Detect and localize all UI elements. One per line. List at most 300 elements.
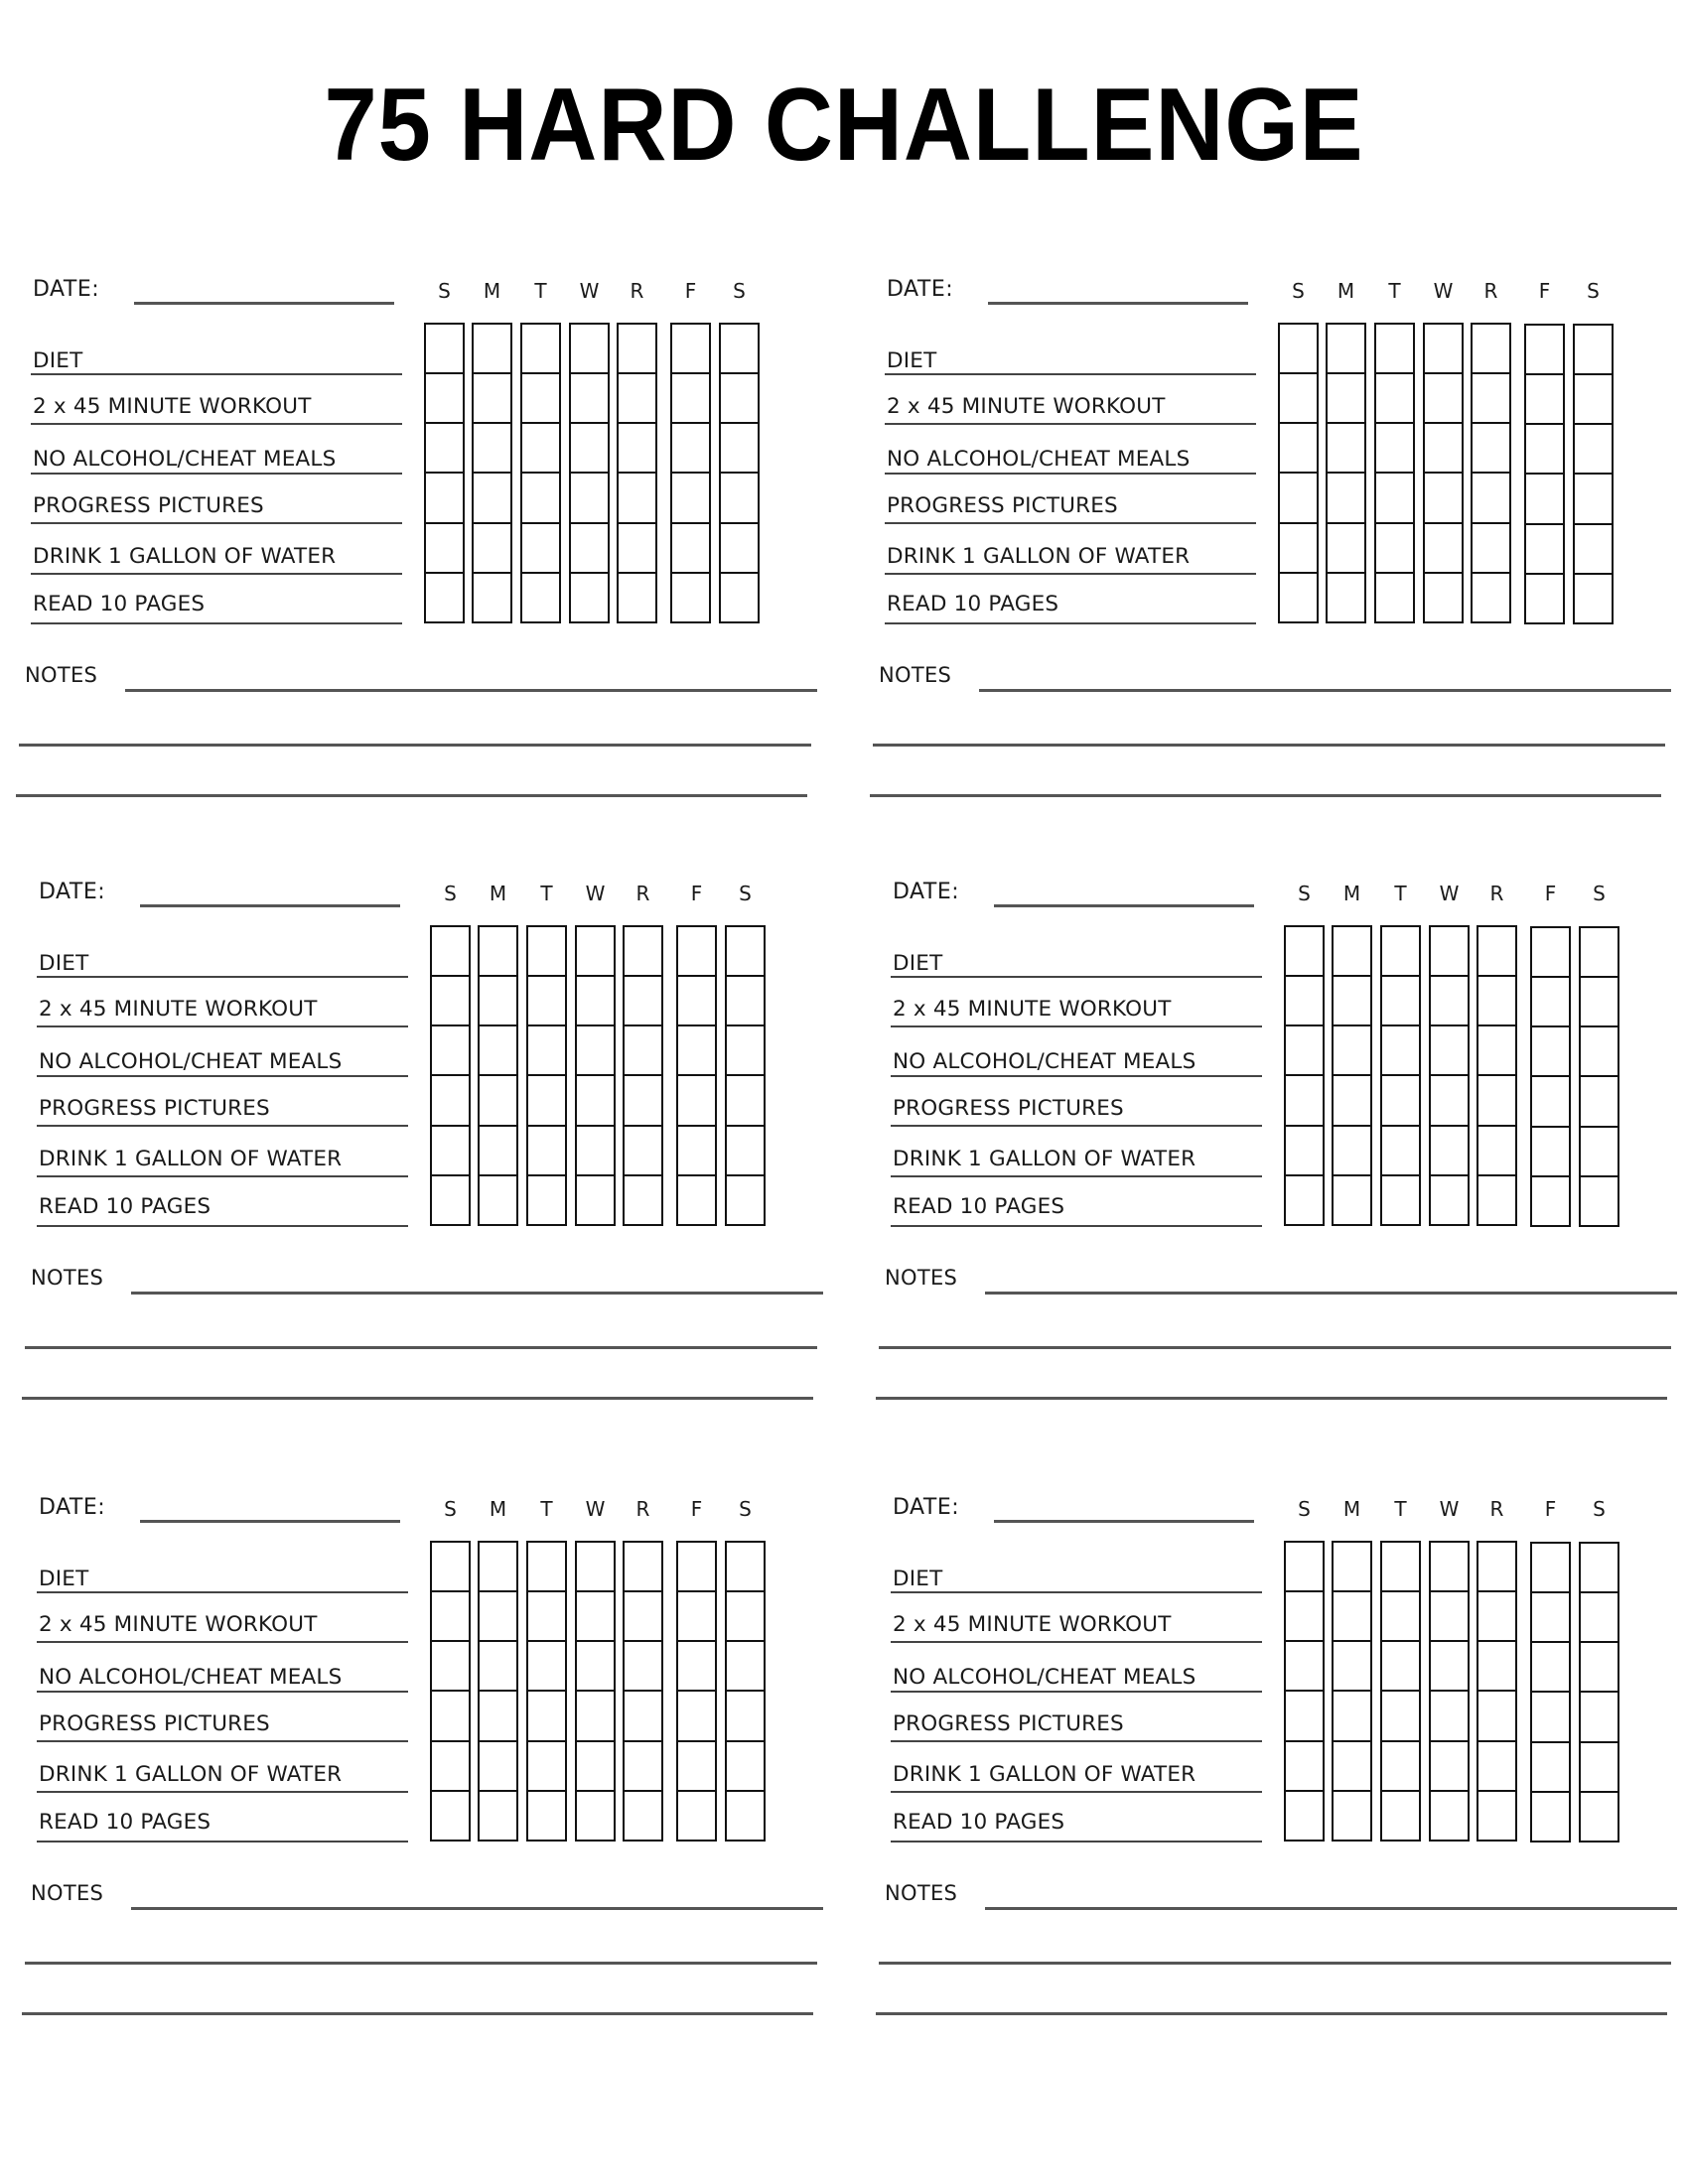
checkbox-day6-task3[interactable] bbox=[727, 1693, 764, 1741]
checkbox-day2-task2[interactable] bbox=[528, 1027, 565, 1075]
notes-line-3[interactable] bbox=[876, 2012, 1667, 2015]
checkbox-day6-task3[interactable] bbox=[721, 475, 758, 523]
checkbox-day1-task0[interactable] bbox=[480, 927, 516, 976]
checkbox-day1-task2[interactable] bbox=[1328, 425, 1364, 473]
checkbox-day5-task1[interactable] bbox=[678, 1593, 715, 1641]
checkbox-day5-task1[interactable] bbox=[678, 978, 715, 1025]
week-tracker-top-right bbox=[854, 0, 1688, 687]
checkbox-day0-task2[interactable] bbox=[1280, 425, 1317, 473]
checkbox-day5-task4[interactable] bbox=[672, 525, 709, 573]
checkbox-day1-task4[interactable] bbox=[480, 1128, 516, 1175]
checkbox-day4-task1[interactable] bbox=[1478, 978, 1515, 1025]
checkbox-day6-task1[interactable] bbox=[721, 375, 758, 423]
grid-row-divider bbox=[1532, 1591, 1569, 1593]
day-header-2: T bbox=[540, 1497, 553, 1521]
checkbox-day2-task3[interactable] bbox=[1376, 475, 1413, 523]
checkbox-day3-task5[interactable] bbox=[1431, 1793, 1468, 1840]
checkbox-day4-task4[interactable] bbox=[625, 1743, 661, 1791]
checkbox-day3-task1[interactable] bbox=[577, 978, 614, 1025]
checkbox-day2-task4[interactable] bbox=[528, 1128, 565, 1175]
grid-row-divider bbox=[528, 1590, 565, 1592]
checkbox-day1-task4[interactable] bbox=[1334, 1743, 1370, 1791]
day-header-2: T bbox=[1394, 1497, 1407, 1521]
checkbox-day0-task0[interactable] bbox=[432, 1543, 469, 1591]
checkbox-day3-task0[interactable] bbox=[571, 325, 608, 373]
checkbox-day4-task2[interactable] bbox=[625, 1027, 661, 1075]
checkbox-day3-task2[interactable] bbox=[1431, 1643, 1468, 1691]
checkbox-day6-task2[interactable] bbox=[1575, 426, 1612, 474]
checkbox-day0-task0[interactable] bbox=[432, 927, 469, 976]
checkbox-day5-task0[interactable] bbox=[1526, 326, 1563, 374]
checkbox-day3-task4[interactable] bbox=[1425, 525, 1462, 573]
checkbox-day5-task4[interactable] bbox=[1532, 1129, 1569, 1176]
checkbox-day1-task1[interactable] bbox=[480, 1593, 516, 1641]
checkbox-day2-task2[interactable] bbox=[522, 425, 559, 473]
checkbox-day0-task0[interactable] bbox=[1286, 927, 1323, 976]
week-tracker-top-left bbox=[0, 0, 844, 687]
checkbox-day6-task4[interactable] bbox=[727, 1743, 764, 1791]
grid-row-divider bbox=[727, 1790, 764, 1792]
checkbox-day1-task0[interactable] bbox=[480, 1543, 516, 1591]
checkbox-day2-task1[interactable] bbox=[1376, 375, 1413, 423]
checkbox-day1-task0[interactable] bbox=[474, 325, 510, 373]
checkbox-day5-task3[interactable] bbox=[1532, 1078, 1569, 1127]
checkbox-day0-task0[interactable] bbox=[1280, 325, 1317, 373]
checkbox-day5-task3[interactable] bbox=[1526, 476, 1563, 524]
checkbox-day0-task4[interactable] bbox=[1280, 525, 1317, 573]
checkbox-day0-task5[interactable] bbox=[1286, 1793, 1323, 1840]
checkbox-day3-task3[interactable] bbox=[1431, 1693, 1468, 1741]
grid-row-divider bbox=[577, 1640, 614, 1642]
checkbox-day3-task5[interactable] bbox=[577, 1177, 614, 1224]
checkbox-day3-task4[interactable] bbox=[571, 525, 608, 573]
checkbox-day0-task5[interactable] bbox=[432, 1793, 469, 1840]
checkbox-day5-task0[interactable] bbox=[1532, 1544, 1569, 1592]
task-label-0: DIET bbox=[893, 1567, 943, 1591]
checkbox-day4-task4[interactable] bbox=[1473, 525, 1509, 573]
checkbox-day6-task0[interactable] bbox=[1575, 326, 1612, 374]
checkbox-day5-task5[interactable] bbox=[678, 1177, 715, 1224]
checkbox-day1-task3[interactable] bbox=[1334, 1693, 1370, 1741]
grid-row-divider bbox=[577, 975, 614, 977]
checkbox-day3-task3[interactable] bbox=[1425, 475, 1462, 523]
checkbox-day1-task2[interactable] bbox=[474, 425, 510, 473]
checkbox-day3-task4[interactable] bbox=[1431, 1743, 1468, 1791]
checkbox-day4-task4[interactable] bbox=[625, 1128, 661, 1175]
checkbox-day1-task0[interactable] bbox=[1334, 927, 1370, 976]
checkbox-day1-task4[interactable] bbox=[480, 1743, 516, 1791]
day-header-6: S bbox=[739, 1497, 752, 1521]
checkbox-day2-task3[interactable] bbox=[528, 1077, 565, 1126]
checkbox-day3-task5[interactable] bbox=[577, 1793, 614, 1840]
checkbox-day4-task3[interactable] bbox=[1478, 1693, 1515, 1741]
checkbox-day5-task2[interactable] bbox=[678, 1643, 715, 1691]
grid-row-divider bbox=[480, 1690, 516, 1692]
checkbox-day4-task2[interactable] bbox=[625, 1643, 661, 1691]
checkbox-day3-task2[interactable] bbox=[571, 425, 608, 473]
checkbox-day2-task0[interactable] bbox=[522, 325, 559, 373]
day-column-0 bbox=[1278, 323, 1319, 623]
day-header-6: S bbox=[1593, 882, 1606, 905]
grid-row-divider bbox=[1532, 1791, 1569, 1793]
checkbox-day3-task1[interactable] bbox=[1431, 978, 1468, 1025]
checkbox-day2-task2[interactable] bbox=[1382, 1643, 1419, 1691]
checkbox-day2-task5[interactable] bbox=[528, 1793, 565, 1840]
checkbox-day4-task4[interactable] bbox=[1478, 1128, 1515, 1175]
day-column-0 bbox=[430, 925, 471, 1226]
checkbox-day2-task4[interactable] bbox=[1376, 525, 1413, 573]
checkbox-day1-task1[interactable] bbox=[1334, 978, 1370, 1025]
checkbox-day5-task1[interactable] bbox=[672, 375, 709, 423]
grid-row-divider bbox=[1478, 975, 1515, 977]
checkbox-day2-task1[interactable] bbox=[1382, 978, 1419, 1025]
date-field[interactable] bbox=[988, 302, 1248, 305]
checkbox-day6-task4[interactable] bbox=[1575, 526, 1612, 574]
checkbox-day6-task1[interactable] bbox=[1581, 979, 1618, 1026]
checkbox-day2-task0[interactable] bbox=[528, 927, 565, 976]
checkbox-day5-task0[interactable] bbox=[678, 927, 715, 976]
checkbox-day0-task0[interactable] bbox=[426, 325, 463, 373]
checkbox-day4-task1[interactable] bbox=[625, 1593, 661, 1641]
checkbox-day6-task3[interactable] bbox=[1575, 476, 1612, 524]
checkbox-day5-task3[interactable] bbox=[672, 475, 709, 523]
checkbox-day1-task4[interactable] bbox=[1334, 1128, 1370, 1175]
checkbox-day1-task4[interactable] bbox=[474, 525, 510, 573]
checkbox-day4-task3[interactable] bbox=[625, 1693, 661, 1741]
checkbox-day4-task0[interactable] bbox=[1478, 1543, 1515, 1591]
grid-row-divider bbox=[571, 572, 608, 574]
checkbox-day3-task3[interactable] bbox=[577, 1693, 614, 1741]
checkbox-day4-task1[interactable] bbox=[625, 978, 661, 1025]
checkbox-day1-task1[interactable] bbox=[474, 375, 510, 423]
checkbox-day3-task2[interactable] bbox=[1425, 425, 1462, 473]
checkbox-day3-task1[interactable] bbox=[571, 375, 608, 423]
checkbox-day2-task5[interactable] bbox=[528, 1177, 565, 1224]
checkbox-day2-task2[interactable] bbox=[1376, 425, 1413, 473]
notes-line-2[interactable] bbox=[25, 1962, 817, 1965]
checkbox-day0-task1[interactable] bbox=[432, 978, 469, 1025]
checkbox-day4-task1[interactable] bbox=[619, 375, 655, 423]
checkbox-day5-task4[interactable] bbox=[678, 1743, 715, 1791]
checkbox-day4-task5[interactable] bbox=[1478, 1177, 1515, 1224]
grid-row-divider bbox=[1376, 522, 1413, 524]
checkbox-day6-task4[interactable] bbox=[721, 525, 758, 573]
checkbox-day1-task5[interactable] bbox=[480, 1177, 516, 1224]
checkbox-day6-task4[interactable] bbox=[1581, 1129, 1618, 1176]
checkbox-day4-task4[interactable] bbox=[1478, 1743, 1515, 1791]
grid-row-divider bbox=[1382, 1074, 1419, 1076]
checkbox-day5-task2[interactable] bbox=[672, 425, 709, 473]
checkbox-day0-task2[interactable] bbox=[426, 425, 463, 473]
grid-row-divider bbox=[727, 1640, 764, 1642]
checkbox-day0-task0[interactable] bbox=[1286, 1543, 1323, 1591]
checkbox-day6-task0[interactable] bbox=[727, 927, 764, 976]
checkbox-day4-task1[interactable] bbox=[1473, 375, 1509, 423]
grid-row-divider bbox=[1581, 976, 1618, 978]
checkbox-day6-task1[interactable] bbox=[727, 1593, 764, 1641]
day-header-6: S bbox=[1587, 279, 1600, 303]
grid-row-divider bbox=[528, 1174, 565, 1176]
checkbox-day1-task5[interactable] bbox=[480, 1793, 516, 1840]
grid-row-divider bbox=[571, 472, 608, 474]
checkbox-day4-task3[interactable] bbox=[1473, 475, 1509, 523]
checkbox-day0-task1[interactable] bbox=[432, 1593, 469, 1641]
day-column-3 bbox=[1429, 925, 1470, 1226]
grid-row-divider bbox=[1431, 1174, 1468, 1176]
task-underline bbox=[891, 1175, 1262, 1177]
checkbox-day2-task3[interactable] bbox=[522, 475, 559, 523]
week-tracker-middle-left bbox=[6, 603, 850, 1290]
checkbox-day1-task3[interactable] bbox=[480, 1693, 516, 1741]
checkbox-day2-task3[interactable] bbox=[1382, 1077, 1419, 1126]
date-label: DATE: bbox=[893, 880, 960, 904]
checkbox-day2-task4[interactable] bbox=[1382, 1743, 1419, 1791]
checkbox-day1-task1[interactable] bbox=[1334, 1593, 1370, 1641]
checkbox-day6-task4[interactable] bbox=[727, 1128, 764, 1175]
checkbox-day3-task0[interactable] bbox=[1425, 325, 1462, 373]
checkbox-day4-task0[interactable] bbox=[625, 927, 661, 976]
checkbox-day0-task1[interactable] bbox=[1280, 375, 1317, 423]
checkbox-day5-task4[interactable] bbox=[1532, 1744, 1569, 1792]
checkbox-day4-task2[interactable] bbox=[1478, 1643, 1515, 1691]
checkbox-day0-task4[interactable] bbox=[1286, 1743, 1323, 1791]
notes-label: NOTES bbox=[885, 1266, 958, 1290]
checkbox-day6-task3[interactable] bbox=[1581, 1078, 1618, 1127]
checkbox-day0-task5[interactable] bbox=[1286, 1177, 1323, 1224]
checkbox-day0-task3[interactable] bbox=[432, 1693, 469, 1741]
checkbox-day0-task2[interactable] bbox=[1286, 1643, 1323, 1691]
checkbox-day3-task2[interactable] bbox=[1431, 1027, 1468, 1075]
checkbox-day6-task1[interactable] bbox=[1575, 376, 1612, 424]
checkbox-day4-task4[interactable] bbox=[619, 525, 655, 573]
checkbox-day6-task0[interactable] bbox=[1581, 928, 1618, 977]
checkbox-day1-task0[interactable] bbox=[1334, 1543, 1370, 1591]
checkbox-day2-task0[interactable] bbox=[1382, 1543, 1419, 1591]
checkbox-day3-task0[interactable] bbox=[1431, 927, 1468, 976]
checkbox-day6-task3[interactable] bbox=[1581, 1694, 1618, 1742]
task-underline bbox=[891, 1641, 1262, 1643]
checkbox-day2-task0[interactable] bbox=[1382, 927, 1419, 976]
checkbox-day3-task5[interactable] bbox=[1431, 1177, 1468, 1224]
checkbox-day1-task4[interactable] bbox=[1328, 525, 1364, 573]
date-field[interactable] bbox=[994, 904, 1254, 907]
checkbox-day6-task2[interactable] bbox=[721, 425, 758, 473]
checkbox-day5-task0[interactable] bbox=[672, 325, 709, 373]
checkbox-day1-task2[interactable] bbox=[480, 1643, 516, 1691]
checkbox-day4-task0[interactable] bbox=[619, 325, 655, 373]
checkbox-day5-task1[interactable] bbox=[1532, 979, 1569, 1026]
grid-row-divider bbox=[678, 1074, 715, 1076]
grid-row-divider bbox=[426, 422, 463, 424]
checkbox-day2-task0[interactable] bbox=[1376, 325, 1413, 373]
checkbox-day4-task2[interactable] bbox=[1473, 425, 1509, 473]
checkbox-day6-task5[interactable] bbox=[1581, 1794, 1618, 1841]
checkbox-day2-task2[interactable] bbox=[1382, 1027, 1419, 1075]
checkbox-day0-task4[interactable] bbox=[426, 525, 463, 573]
checkbox-day2-task3[interactable] bbox=[1382, 1693, 1419, 1741]
checkbox-day0-task3[interactable] bbox=[426, 475, 463, 523]
checkbox-day4-task3[interactable] bbox=[619, 475, 655, 523]
date-field[interactable] bbox=[994, 1520, 1254, 1523]
checkbox-day5-task5[interactable] bbox=[678, 1793, 715, 1840]
checkbox-day6-task3[interactable] bbox=[727, 1077, 764, 1126]
grid-row-divider bbox=[1532, 1641, 1569, 1643]
checkbox-day6-task2[interactable] bbox=[727, 1027, 764, 1075]
checkbox-day3-task1[interactable] bbox=[577, 1593, 614, 1641]
checkbox-day5-task2[interactable] bbox=[1532, 1028, 1569, 1076]
checkbox-day5-task1[interactable] bbox=[1532, 1594, 1569, 1642]
checkbox-day3-task0[interactable] bbox=[1431, 1543, 1468, 1591]
checkbox-day5-task4[interactable] bbox=[1526, 526, 1563, 574]
notes-line-2[interactable] bbox=[879, 1962, 1671, 1965]
checkbox-day2-task2[interactable] bbox=[528, 1643, 565, 1691]
checkbox-day5-task3[interactable] bbox=[678, 1077, 715, 1126]
grid-row-divider bbox=[1286, 1790, 1323, 1792]
checkbox-day4-task5[interactable] bbox=[625, 1177, 661, 1224]
checkbox-day0-task4[interactable] bbox=[1286, 1128, 1323, 1175]
day-header-4: R bbox=[635, 882, 650, 905]
checkbox-day6-task0[interactable] bbox=[727, 1543, 764, 1591]
checkbox-day5-task3[interactable] bbox=[678, 1693, 715, 1741]
checkbox-day3-task1[interactable] bbox=[1431, 1593, 1468, 1641]
checkbox-day1-task5[interactable] bbox=[1334, 1177, 1370, 1224]
grid-row-divider bbox=[522, 522, 559, 524]
checkbox-day0-task2[interactable] bbox=[1286, 1027, 1323, 1075]
checkbox-day2-task4[interactable] bbox=[528, 1743, 565, 1791]
checkbox-day6-task2[interactable] bbox=[1581, 1028, 1618, 1076]
checkbox-day5-task0[interactable] bbox=[1532, 928, 1569, 977]
day-column-5 bbox=[670, 323, 711, 623]
checkbox-day4-task5[interactable] bbox=[1478, 1793, 1515, 1840]
checkbox-day5-task5[interactable] bbox=[1532, 1794, 1569, 1841]
checkbox-day0-task2[interactable] bbox=[432, 1027, 469, 1075]
checkbox-day0-task3[interactable] bbox=[432, 1077, 469, 1126]
notes-line-1[interactable] bbox=[131, 1907, 823, 1910]
checkbox-day6-task1[interactable] bbox=[1581, 1594, 1618, 1642]
checkbox-day6-task1[interactable] bbox=[727, 978, 764, 1025]
checkbox-day1-task3[interactable] bbox=[474, 475, 510, 523]
task-label-0: DIET bbox=[39, 1567, 89, 1591]
checkbox-day1-task0[interactable] bbox=[1328, 325, 1364, 373]
notes-line-3[interactable] bbox=[22, 2012, 813, 2015]
checkbox-day0-task3[interactable] bbox=[1286, 1077, 1323, 1126]
checkbox-day2-task4[interactable] bbox=[522, 525, 559, 573]
checkbox-day3-task3[interactable] bbox=[577, 1077, 614, 1126]
checkbox-day6-task2[interactable] bbox=[727, 1643, 764, 1691]
checkbox-day4-task0[interactable] bbox=[1478, 927, 1515, 976]
checkbox-day2-task3[interactable] bbox=[528, 1693, 565, 1741]
grid-row-divider bbox=[1286, 1174, 1323, 1176]
checkbox-day6-task0[interactable] bbox=[721, 325, 758, 373]
date-field[interactable] bbox=[140, 904, 400, 907]
date-label: DATE: bbox=[887, 277, 954, 302]
checkbox-day2-task4[interactable] bbox=[1382, 1128, 1419, 1175]
checkbox-day0-task4[interactable] bbox=[432, 1128, 469, 1175]
checkbox-day5-task2[interactable] bbox=[1532, 1644, 1569, 1692]
grid-row-divider bbox=[1581, 1691, 1618, 1693]
checkbox-day2-task1[interactable] bbox=[528, 1593, 565, 1641]
grid-row-divider bbox=[1532, 1126, 1569, 1128]
checkbox-day1-task5[interactable] bbox=[1334, 1793, 1370, 1840]
checkbox-day2-task5[interactable] bbox=[1382, 1177, 1419, 1224]
checkbox-day4-task0[interactable] bbox=[625, 1543, 661, 1591]
grid-row-divider bbox=[1473, 372, 1509, 374]
grid-row-divider bbox=[625, 1125, 661, 1127]
grid-row-divider bbox=[522, 472, 559, 474]
checkbox-day6-task0[interactable] bbox=[1581, 1544, 1618, 1592]
checkbox-day5-task2[interactable] bbox=[678, 1027, 715, 1075]
checkbox-day2-task1[interactable] bbox=[1382, 1593, 1419, 1641]
checkbox-day0-task3[interactable] bbox=[1280, 475, 1317, 523]
grid-row-divider bbox=[577, 1074, 614, 1076]
grid-row-divider bbox=[1425, 572, 1462, 574]
grid-row-divider bbox=[1280, 472, 1317, 474]
date-field[interactable] bbox=[140, 1520, 400, 1523]
checkbox-day5-task0[interactable] bbox=[678, 1543, 715, 1591]
checkbox-day6-task4[interactable] bbox=[1581, 1744, 1618, 1792]
checkbox-day4-task0[interactable] bbox=[1473, 325, 1509, 373]
checkbox-day3-task4[interactable] bbox=[577, 1128, 614, 1175]
checkbox-day1-task2[interactable] bbox=[1334, 1643, 1370, 1691]
checkbox-day4-task2[interactable] bbox=[1478, 1027, 1515, 1075]
checkbox-day3-task3[interactable] bbox=[1431, 1077, 1468, 1126]
checkbox-day2-task1[interactable] bbox=[522, 375, 559, 423]
checkbox-day1-task3[interactable] bbox=[1334, 1077, 1370, 1126]
checkbox-day0-task4[interactable] bbox=[432, 1743, 469, 1791]
date-field[interactable] bbox=[134, 302, 394, 305]
checkbox-day0-task1[interactable] bbox=[1286, 978, 1323, 1025]
checkbox-day0-task1[interactable] bbox=[1286, 1593, 1323, 1641]
task-underline bbox=[31, 522, 402, 524]
checkbox-day1-task2[interactable] bbox=[1334, 1027, 1370, 1075]
checkbox-day0-task1[interactable] bbox=[426, 375, 463, 423]
checkbox-day3-task4[interactable] bbox=[577, 1743, 614, 1791]
checkbox-day3-task0[interactable] bbox=[577, 927, 614, 976]
checkbox-day1-task1[interactable] bbox=[1328, 375, 1364, 423]
checkbox-day6-task2[interactable] bbox=[1581, 1644, 1618, 1692]
checkbox-day0-task2[interactable] bbox=[432, 1643, 469, 1691]
checkbox-day2-task5[interactable] bbox=[1382, 1793, 1419, 1840]
checkbox-day3-task2[interactable] bbox=[577, 1643, 614, 1691]
checkbox-day5-task2[interactable] bbox=[1526, 426, 1563, 474]
checkbox-day4-task2[interactable] bbox=[619, 425, 655, 473]
grid-row-divider bbox=[1532, 1691, 1569, 1693]
checkbox-day3-task2[interactable] bbox=[577, 1027, 614, 1075]
checkbox-day2-task1[interactable] bbox=[528, 978, 565, 1025]
checkbox-day3-task3[interactable] bbox=[571, 475, 608, 523]
checkbox-day1-task3[interactable] bbox=[480, 1077, 516, 1126]
checkbox-day5-task4[interactable] bbox=[678, 1128, 715, 1175]
checkbox-day1-task1[interactable] bbox=[480, 978, 516, 1025]
checkbox-day2-task0[interactable] bbox=[528, 1543, 565, 1591]
checkbox-day0-task3[interactable] bbox=[1286, 1693, 1323, 1741]
checkbox-day4-task5[interactable] bbox=[625, 1793, 661, 1840]
notes-line-1[interactable] bbox=[985, 1907, 1677, 1910]
checkbox-day4-task3[interactable] bbox=[625, 1077, 661, 1126]
checkbox-day3-task1[interactable] bbox=[1425, 375, 1462, 423]
checkbox-day6-task5[interactable] bbox=[727, 1793, 764, 1840]
checkbox-day5-task1[interactable] bbox=[1526, 376, 1563, 424]
checkbox-day0-task5[interactable] bbox=[432, 1177, 469, 1224]
checkbox-day1-task3[interactable] bbox=[1328, 475, 1364, 523]
checkbox-day6-task5[interactable] bbox=[727, 1177, 764, 1224]
checkbox-day3-task0[interactable] bbox=[577, 1543, 614, 1591]
checkbox-day5-task3[interactable] bbox=[1532, 1694, 1569, 1742]
checkbox-day1-task2[interactable] bbox=[480, 1027, 516, 1075]
checkbox-day4-task3[interactable] bbox=[1478, 1077, 1515, 1126]
checkbox-day4-task1[interactable] bbox=[1478, 1593, 1515, 1641]
checkbox-day3-task4[interactable] bbox=[1431, 1128, 1468, 1175]
